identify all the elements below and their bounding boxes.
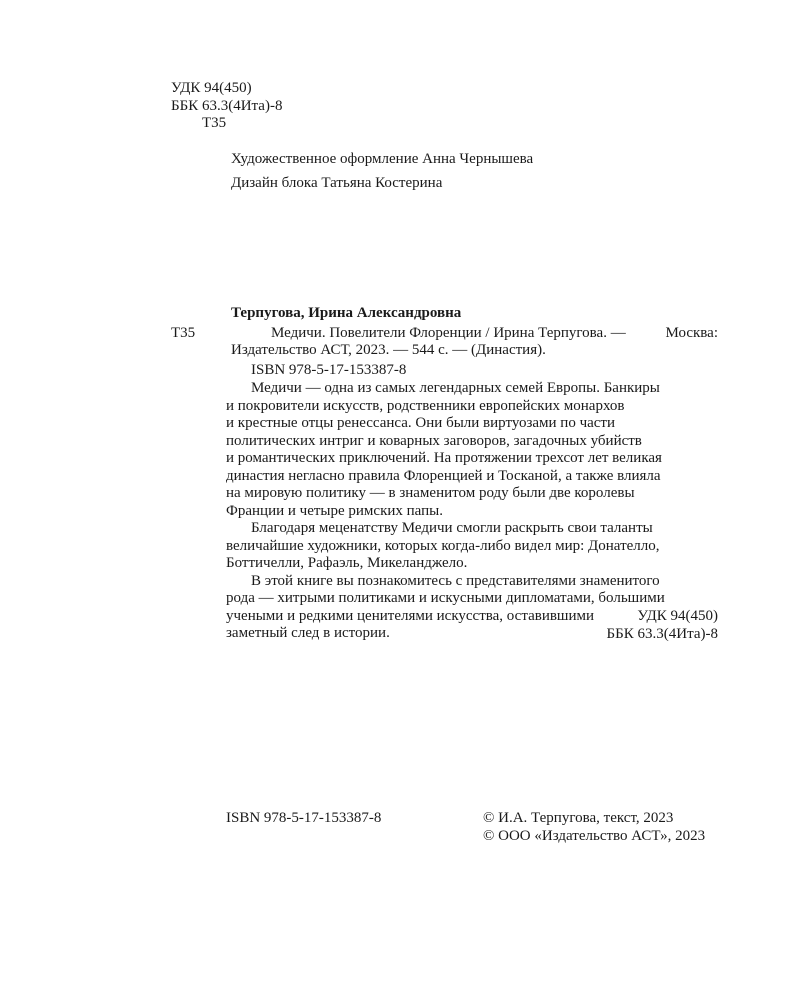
abstract-line: и романтических приключений. На протяжении трехсот лет великая: [226, 450, 662, 466]
author-mark: Т35: [202, 115, 227, 131]
abstract-line: В этой книге вы познакомитесь с представителями знаменитого: [251, 572, 660, 589]
bbk-code-right: ББК 63.3(4Ита)-8: [606, 625, 718, 642]
author-mark-inline: Т35: [171, 325, 196, 341]
classification-codes-right: [607, 608, 718, 643]
bibliographic-description-line1: [271, 325, 718, 343]
cover-design-credit: Художественное оформление Анна Чернышева: [231, 151, 534, 167]
abstract-line: Медичи — одна из самых легендарных семей Европы. Банкиры: [251, 380, 660, 396]
abstract-line: Франции и четыре римских папы.: [226, 502, 443, 519]
abstract-line: политических интриг и коварных заговоров, загадочных убийств: [226, 432, 642, 449]
abstract-line: рода — хитрыми политиками и искусными дипломатами, большими: [226, 590, 665, 606]
abstract-line: династия негласно правила Флоренцией и Тосканой, а также влияла: [226, 467, 661, 484]
isbn-record: ISBN 978-5-17-153387-8: [251, 362, 407, 378]
abstract-line: величайшие художники, которых когда-либо видел мир: Донателло,: [226, 537, 660, 554]
abstract-line: и покровители искусств, родственники европейских монархов: [226, 397, 625, 414]
design-credits: [231, 151, 533, 199]
abstract-paragraph-1: [226, 380, 726, 520]
abstract-line: на мировую политику — в знаменитом роду были две королевы: [226, 485, 635, 501]
abstract-line: Благодаря меценатству Медичи смогли раскрыть свои таланты: [251, 520, 653, 536]
abstract-line: Боттичелли, Рафаэль, Микеланджело.: [226, 555, 468, 571]
abstract: [226, 380, 726, 643]
title-statement: Медичи. Повелители Флоренции / Ирина Терпугова. —: [271, 325, 626, 341]
bibliographic-description-line2: Издательство АСТ, 2023. — 544 с. — (Династия).: [231, 342, 546, 358]
author-heading: Терпугова, Ирина Александровна: [231, 305, 462, 321]
bbk-code: ББК 63.3(4Ита)-8: [171, 97, 283, 114]
abstract-line: заметный след в истории.: [226, 625, 390, 641]
abstract-line: и крестные отцы ренессанса. Они были виртуозами по части: [226, 415, 616, 431]
udk-code-right: УДК 94(450): [637, 608, 718, 624]
copyright-publisher: © ООО «Издательство АСТ», 2023: [483, 828, 706, 844]
abstract-paragraph-2: [226, 520, 726, 573]
abstract-line: учеными и редкими ценителями искусства, оставившими: [226, 607, 595, 624]
classification-codes: [171, 80, 282, 133]
isbn-footer: ISBN 978-5-17-153387-8: [226, 810, 382, 826]
copyright-block: [483, 810, 705, 846]
copyright-author: © И.А. Терпугова, текст, 2023: [483, 810, 674, 826]
publication-place: Москва:: [665, 325, 718, 341]
udk-code: УДК 94(450): [171, 80, 252, 96]
layout-design-credit: Дизайн блока Татьяна Костерина: [231, 175, 443, 191]
